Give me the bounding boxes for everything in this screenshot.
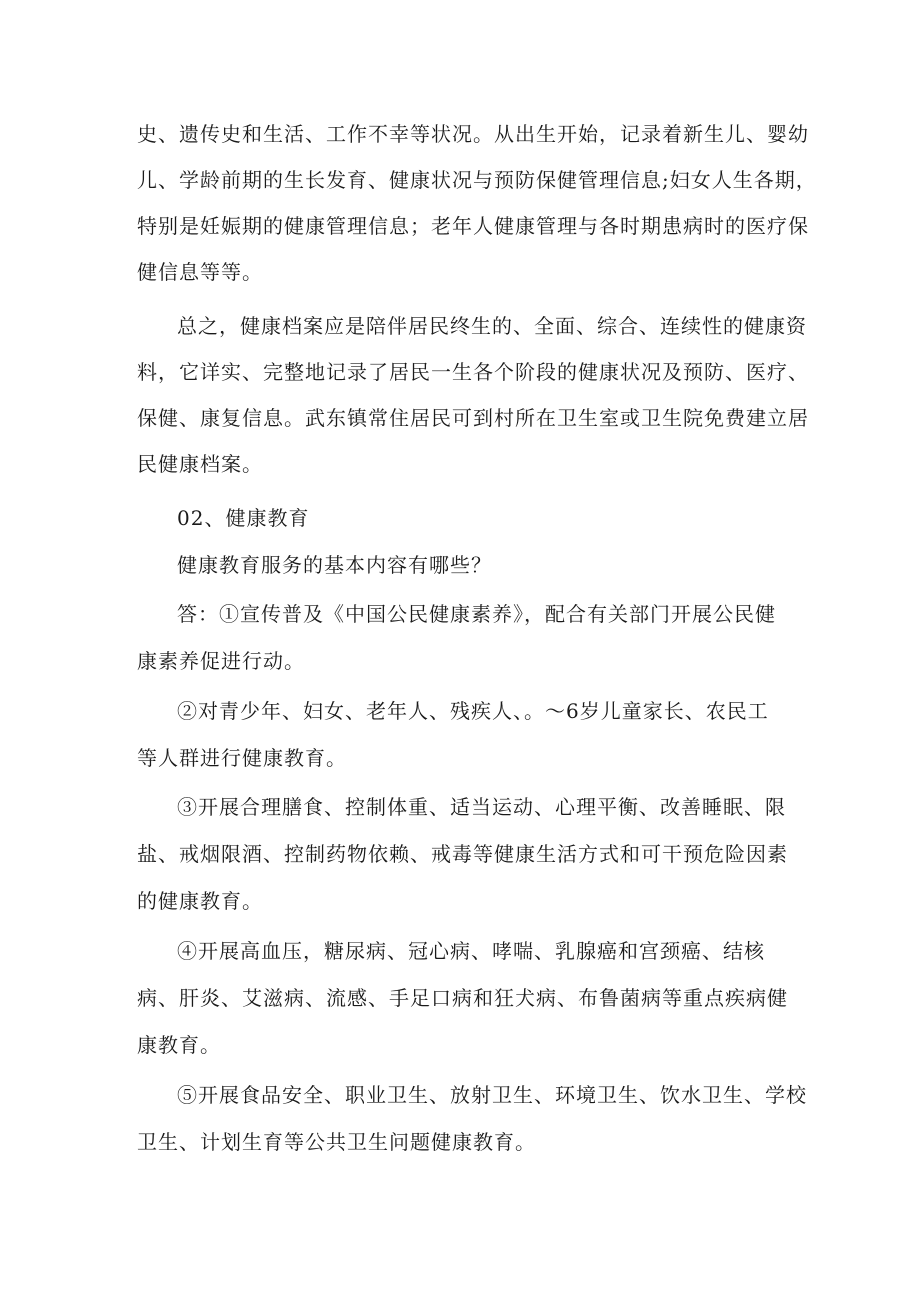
text-line: 民健康档案。 (137, 452, 263, 476)
text-line: 特别是妊娠期的健康管理信息；老年人健康管理与各时期患病时的医疗保 (137, 214, 809, 238)
list-item-line: 盐、戒烟限酒、控制药物依赖、戒毒等健康生活方式和可干预危险因素 (137, 842, 788, 866)
list-item-line: 等人群进行健康教育。 (137, 746, 347, 770)
list-item-line: 康教育。 (137, 1033, 221, 1057)
list-item-line: ②对青少年、妇女、老年人、残疾人、。～6岁儿童家长、农民工 (177, 699, 769, 723)
list-item-line: ④开展高血压，糖尿病、冠心病、哮喘、乳腺癌和宫颈癌、结核 (177, 939, 765, 963)
answer-line: 答：①宣传普及《中国公民健康素养》，配合有关部门开展公民健 (177, 602, 776, 626)
list-item-line: 病、肝炎、艾滋病、流感、手足口病和狂犬病、布鲁菌病等重点疾病健 (137, 986, 788, 1010)
list-item-line: ⑤开展食品安全、职业卫生、放射卫生、环境卫生、饮水卫生、学校 (177, 1083, 807, 1107)
text-line: 健信息等等。 (137, 260, 263, 284)
question-line: 健康教育服务的基本内容有哪些？ (177, 553, 492, 577)
text-line: 保健、康复信息。武东镇常住居民可到村所在卫生室或卫生院免费建立居 (137, 406, 809, 430)
section-heading: 02、健康教育 (177, 506, 310, 530)
text-line: 史、遗传史和生活、工作不幸等状况。从出生开始，记录着新生儿、婴幼 (137, 122, 809, 146)
list-item-line: ③开展合理膳食、控制体重、适当运动、心理平衡、改善睡眠、限 (177, 795, 786, 819)
text-line: 总之，健康档案应是陪伴居民终生的、全面、综合、连续性的健康资 (177, 314, 807, 338)
text-line: 料，它详实、完整地记录了居民一生各个阶段的健康状况及预防、医疗、 (137, 360, 809, 384)
list-item-line: 的健康教育。 (137, 889, 263, 913)
answer-line: 康素养促进行动。 (137, 649, 305, 673)
list-item-line: 卫生、计划生育等公共卫生问题健康教育。 (137, 1130, 536, 1154)
text-line: 儿、学龄前期的生长发育、健康状况与预防保健管理信息;妇女人生各期， (137, 168, 817, 192)
